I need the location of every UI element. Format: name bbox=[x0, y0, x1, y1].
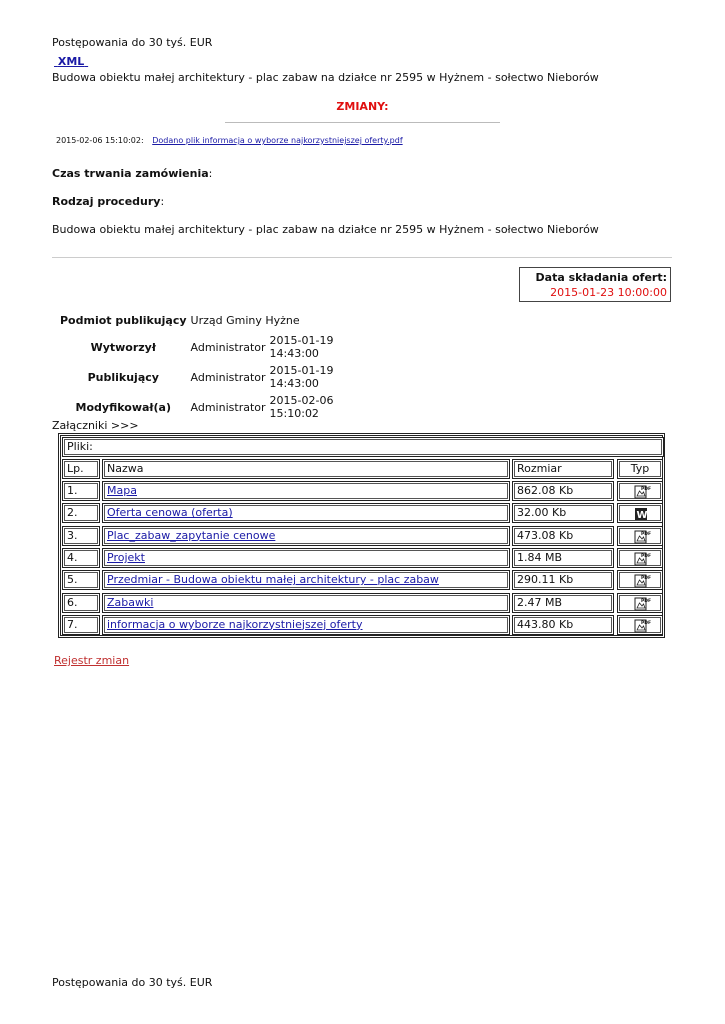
col-header-name: Nazwa bbox=[102, 459, 510, 479]
register-link-wrap bbox=[54, 654, 129, 667]
row-lp: 7. bbox=[62, 615, 100, 635]
pdf-icon[interactable] bbox=[634, 530, 652, 544]
created-date: 2015-01-19 14:43:00 bbox=[269, 334, 334, 360]
procedure-label: Rodzaj procedury bbox=[52, 195, 161, 208]
row-type bbox=[617, 503, 663, 523]
published-date: 2015-01-19 14:43:00 bbox=[269, 364, 334, 390]
changes-heading: ZMIANY: bbox=[336, 100, 389, 113]
row-size: 290.11 Kb bbox=[512, 570, 614, 590]
created-label: Wytworzył bbox=[90, 340, 156, 354]
file-link[interactable]: Mapa bbox=[107, 484, 137, 497]
row-name bbox=[102, 481, 510, 501]
row-type bbox=[617, 593, 663, 613]
attachments-label: Załączniki >>> bbox=[52, 419, 139, 432]
row-type bbox=[617, 570, 663, 590]
svg-text:PDF: PDF bbox=[641, 487, 652, 492]
row-size: 862.08 Kb bbox=[512, 481, 614, 501]
published-label: Publikujący bbox=[87, 370, 159, 384]
svg-text:PDF: PDF bbox=[641, 576, 652, 582]
change-timestamp: 2015-02-06 15:10:02: bbox=[56, 136, 144, 145]
metadata-table bbox=[58, 308, 335, 422]
col-header-size: Rozmiar bbox=[512, 459, 614, 479]
word-icon[interactable] bbox=[634, 507, 649, 521]
file-link[interactable]: Zabawki bbox=[107, 595, 154, 609]
modified-date: 2015-02-06 15:10:02 bbox=[269, 394, 334, 420]
file-link[interactable]: Plac_zabaw_zapytanie cenowe bbox=[107, 528, 276, 542]
svg-text:PDF: PDF bbox=[641, 598, 652, 604]
files-caption: Pliki: bbox=[62, 437, 664, 457]
row-name bbox=[102, 503, 510, 523]
svg-text:PDF: PDF bbox=[641, 553, 652, 559]
svg-text:PDF: PDF bbox=[641, 620, 652, 626]
register-link[interactable]: Rejestr zmian bbox=[54, 654, 130, 667]
row-size: 1.84 MB bbox=[512, 548, 614, 568]
col-header-lp: Lp. bbox=[62, 459, 100, 479]
description: Budowa obiektu małej architektury - plac zabaw na działce nr 2595 w Hyżnem - sołectwo Nieborów bbox=[52, 223, 599, 236]
procedure-field: Rodzaj procedury: bbox=[52, 195, 165, 208]
row-name bbox=[102, 570, 510, 590]
modified-by: Administrator bbox=[190, 400, 266, 414]
divider bbox=[52, 257, 672, 258]
row-size: 32.00 Kb bbox=[512, 503, 614, 523]
row-type bbox=[617, 526, 663, 546]
svg-text:W: W bbox=[636, 510, 648, 522]
file-link[interactable]: informacja o wyborze najkorzystniejszej oferty bbox=[107, 617, 363, 631]
file-link[interactable]: Projekt bbox=[107, 550, 145, 564]
pdf-icon[interactable] bbox=[634, 552, 652, 566]
published-by: Administrator bbox=[190, 370, 266, 384]
row-name bbox=[102, 593, 510, 613]
deadline-value: 2015-01-23 10:00:00 bbox=[550, 286, 667, 299]
pdf-icon[interactable] bbox=[634, 619, 652, 633]
page-title: Budowa obiektu małej architektury - plac zabaw na działce nr 2595 w Hyżnem - sołectwo Nieborów bbox=[52, 71, 599, 84]
divider bbox=[225, 122, 500, 123]
deadline-box bbox=[519, 267, 671, 302]
page-header: Postępowania do 30 tyś. EUR bbox=[52, 36, 213, 49]
page-footer: Postępowania do 30 tyś. EUR bbox=[52, 976, 213, 989]
col-header-type: Typ bbox=[617, 459, 663, 479]
modified-label: Modyfikował(a) bbox=[75, 400, 171, 414]
row-lp: 3. bbox=[62, 526, 100, 546]
publisher-label: Podmiot publikujący bbox=[60, 313, 187, 327]
row-lp: 6. bbox=[62, 593, 100, 613]
publisher-value: Urząd Gminy Hyżne bbox=[190, 313, 300, 327]
row-name bbox=[102, 548, 510, 568]
row-name bbox=[102, 615, 510, 635]
svg-text:PDF: PDF bbox=[641, 531, 652, 537]
change-file-link[interactable]: Dodano plik informacja o wyborze najkorzystniejszej oferty.pdf bbox=[152, 136, 403, 145]
row-size: 2.47 MB bbox=[512, 593, 614, 613]
row-lp: 2. bbox=[62, 503, 100, 523]
pdf-icon[interactable] bbox=[634, 485, 652, 499]
row-size: 473.08 Kb bbox=[512, 526, 614, 546]
xml-link[interactable]: XML bbox=[57, 55, 85, 68]
pdf-icon[interactable] bbox=[634, 597, 652, 611]
row-name bbox=[102, 526, 510, 546]
file-link[interactable]: Oferta cenowa (oferta) bbox=[107, 506, 233, 520]
row-type bbox=[617, 615, 663, 635]
file-link[interactable]: Przedmiar - Budowa obiektu małej architektury - plac zabaw bbox=[107, 573, 439, 587]
files-table bbox=[58, 433, 665, 638]
row-lp: 4. bbox=[62, 548, 100, 568]
row-lp: 5. bbox=[62, 570, 100, 590]
row-type bbox=[617, 481, 663, 501]
duration-field: Czas trwania zamówienia: bbox=[52, 167, 213, 180]
row-lp: 1. bbox=[62, 481, 100, 501]
row-size: 443.80 Kb bbox=[512, 615, 614, 635]
duration-label: Czas trwania zamówienia bbox=[52, 167, 209, 180]
row-type bbox=[617, 548, 663, 568]
change-entry bbox=[56, 136, 403, 145]
pdf-icon[interactable] bbox=[634, 574, 652, 588]
created-by: Administrator bbox=[190, 340, 266, 354]
deadline-label: Data składania ofert: bbox=[535, 271, 667, 284]
